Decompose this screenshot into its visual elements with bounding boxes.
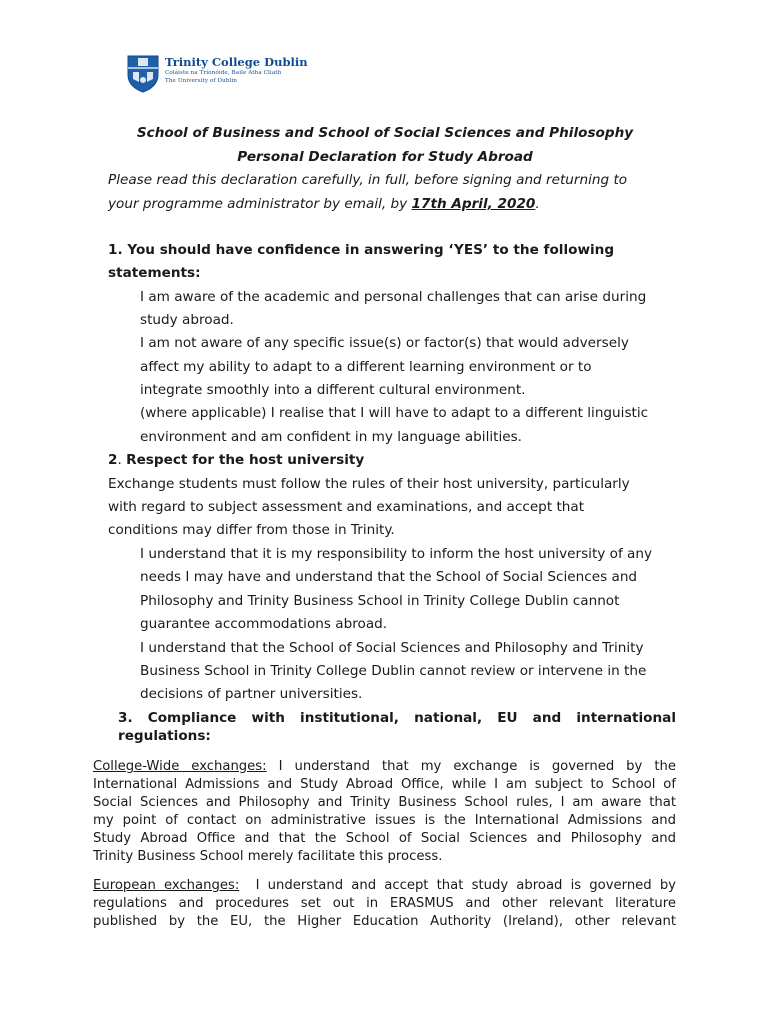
section-2-number: 2: [108, 452, 118, 468]
section-2-line: Philosophy and Trinity Business School in Trinity College Dublin cannot: [140, 593, 620, 609]
section-2-heading: [108, 452, 364, 468]
logo-subtitle: The University of Dublin: [165, 78, 237, 84]
college-wide-label: College-Wide exchanges:: [93, 759, 267, 774]
college-wide-line: Social Sciences and Philosophy and Trinity Business School rules, I am aware that: [93, 795, 676, 810]
intro-line-2-end: .: [535, 196, 540, 212]
logo-irish: Coláiste na Tríonóide, Baile Átha Cliath: [165, 70, 282, 76]
european-line: regulations and procedures set out in ERASMUS and other relevant literature: [93, 896, 676, 911]
section-2-line: I understand that it is my responsibility to inform the host university of any: [140, 546, 653, 562]
college-wide-first: I understand that my exchange is governed by the: [266, 759, 676, 774]
european-line: published by the EU, the Higher Education Authority (Ireland), other relevant: [93, 914, 676, 929]
section-3-heading: 3. Compliance with institutional, national, EU and international: [118, 710, 676, 726]
section-2-line: decisions of partner universities.: [140, 686, 363, 702]
section-1-line: study abroad.: [140, 312, 234, 328]
section-1-line: integrate smoothly into a different cultural environment.: [140, 382, 526, 398]
section-2-intro-line: conditions may differ from those in Trinity.: [108, 522, 395, 538]
logo-name: Trinity College Dublin: [165, 55, 308, 69]
section-1-heading-cont: statements:: [108, 265, 201, 281]
section-2-intro-line: Exchange students must follow the rules of their host university, particularly: [108, 476, 630, 492]
section-1-heading: 1. You should have confidence in answering ‘YES’ to the following: [108, 242, 615, 258]
document-subtitle: Personal Declaration for Study Abroad: [237, 149, 533, 165]
trinity-logo: [127, 55, 308, 95]
section-2-line: I understand that the School of Social Sciences and Philosophy and Trinity: [140, 640, 644, 656]
college-wide-line: [93, 758, 676, 776]
section-1-line: I am aware of the academic and personal challenges that can arise during: [140, 289, 647, 305]
deadline-date: 17th April, 2020: [411, 196, 536, 212]
section-2-line: needs I may have and understand that the School of Social Sciences and: [140, 569, 638, 585]
european-line: [93, 877, 676, 895]
section-2-intro-line: with regard to subject assessment and examinations, and accept that: [108, 499, 585, 515]
intro-line-2: [108, 196, 540, 212]
section-1-line: affect my ability to adapt to a different learning environment or to: [140, 359, 592, 375]
european-label: European exchanges:: [93, 878, 240, 893]
section-2-title: Respect for the host university: [126, 452, 365, 468]
intro-line-2-text: your programme administrator by email, by: [108, 196, 412, 212]
section-1-line: (where applicable) I realise that I will have to adapt to a different linguistic: [140, 405, 649, 421]
section-2-dot: .: [117, 452, 127, 468]
section-1-line: environment and am confident in my language abilities.: [140, 429, 523, 445]
section-3-heading-cont: regulations:: [118, 728, 211, 744]
section-2-line: guarantee accommodations abroad.: [140, 616, 388, 632]
college-wide-line: Study Abroad Office and that the School of Social Sciences and Philosophy and: [93, 831, 676, 846]
college-wide-line: Trinity Business School merely facilitate this process.: [93, 849, 443, 864]
section-2-line: Business School in Trinity College Dublin cannot review or intervene in the: [140, 663, 647, 679]
document-title: School of Business and School of Social Sciences and Philosophy: [136, 125, 634, 141]
college-wide-line: International Admissions and Study Abroad Office, while I am subject to School of: [93, 777, 676, 792]
college-wide-line: my point of contact on administrative issues is the International Admissions and: [93, 813, 676, 828]
intro-line-1: Please read this declaration carefully, in full, before signing and returning to: [108, 172, 628, 188]
section-1-line: I am not aware of any specific issue(s) or factor(s) that would adversely: [140, 335, 629, 351]
european-first: I understand and accept that study abroad is governed by: [239, 878, 676, 893]
crest-icon: [127, 55, 159, 93]
